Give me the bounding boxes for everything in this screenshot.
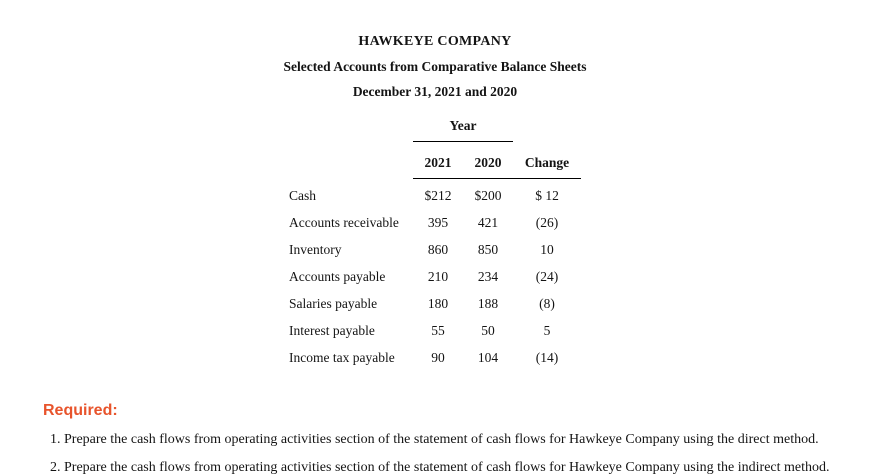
table-row	[289, 179, 581, 207]
year-header: Year	[413, 118, 513, 142]
value-2021: 90	[431, 350, 445, 365]
value-change: 10	[540, 242, 554, 257]
year-header-row	[289, 118, 581, 142]
value-change: (14)	[535, 350, 559, 365]
company-title: HAWKEYE COMPANY	[358, 34, 512, 49]
value-2020: 421	[477, 215, 499, 230]
value-2020: 50	[481, 323, 495, 338]
value-2020: $200	[474, 188, 502, 203]
account-label: Accounts payable	[289, 269, 386, 284]
table-row	[289, 341, 581, 368]
account-label: Income tax payable	[289, 350, 395, 365]
table-row	[289, 233, 581, 260]
column-header-2021: 2021	[413, 142, 463, 179]
required-section	[43, 402, 870, 476]
value-change: (8)	[539, 296, 555, 311]
column-header-row	[289, 142, 581, 179]
value-2021: 860	[427, 242, 449, 257]
account-label: Salaries payable	[289, 296, 378, 311]
account-label: Inventory	[289, 242, 342, 257]
required-heading: Required:	[43, 402, 118, 419]
table-row	[289, 260, 581, 287]
value-change: (24)	[535, 269, 559, 284]
value-2020: 234	[477, 269, 499, 284]
column-header-spacer	[289, 142, 413, 179]
year-header-spacer	[289, 118, 413, 142]
value-2020: 188	[477, 296, 499, 311]
account-label: Accounts receivable	[289, 215, 399, 230]
statement-subtitle: Selected Accounts from Comparative Balance Sheets	[283, 59, 587, 74]
value-2020: 850	[477, 242, 499, 257]
value-change: (26)	[535, 215, 559, 230]
value-2020: 104	[477, 350, 499, 365]
balance-sheet-table	[289, 118, 581, 368]
statement-date-line: December 31, 2021 and 2020	[352, 84, 518, 99]
column-header-2020: 2020	[463, 142, 513, 179]
table-row	[289, 287, 581, 314]
value-2021: 395	[427, 215, 449, 230]
account-label: Cash	[289, 188, 316, 203]
requirement-item-1: 1. Prepare the cash flows from operating activities section of the statement of cash flows for Hawkeye Company using the direct method.	[50, 432, 819, 447]
value-change: 5	[543, 323, 551, 338]
table-row	[289, 206, 581, 233]
value-2021: 210	[427, 269, 449, 284]
value-2021: $212	[424, 188, 452, 203]
table-row	[289, 314, 581, 341]
value-2021: 55	[431, 323, 445, 338]
column-header-change: Change	[513, 142, 581, 179]
value-2021: 180	[427, 296, 449, 311]
requirement-item-2: 2. Prepare the cash flows from operating activities section of the statement of cash flows for Hawkeye Company using the indirect method.	[50, 460, 830, 475]
account-label: Interest payable	[289, 323, 375, 338]
year-header-spacer-right	[513, 118, 581, 142]
value-change: $ 12	[535, 188, 559, 203]
document-header	[0, 0, 870, 100]
